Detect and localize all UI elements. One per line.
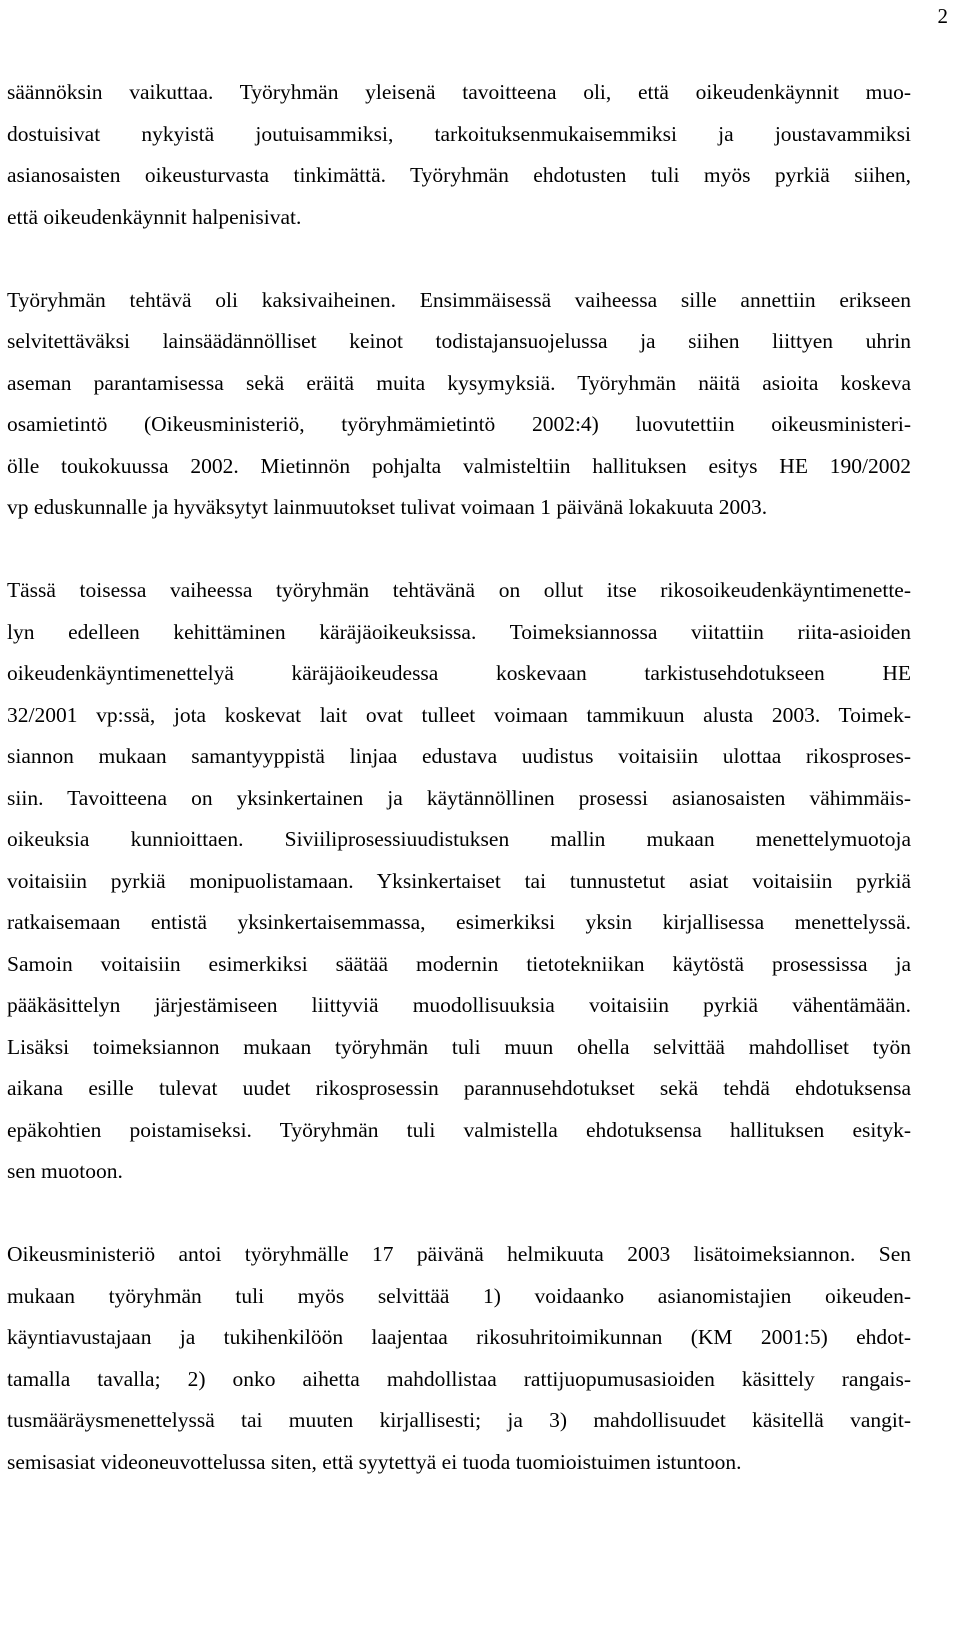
text-line: Tässä toisessa vaiheessa työryhmän tehtävänä on ollut itse rikosoikeudenkäyntimenette- [7, 578, 911, 602]
text-line: siannon mukaan samantyyppistä linjaa edustava uudistus voitaisiin ulottaa rikosproses- [7, 744, 911, 768]
text-line: pääkäsittelyn järjestämiseen liittyviä muodollisuuksia voitaisiin pyrkiä vähentämään. [7, 993, 911, 1017]
text-line: että oikeudenkäynnit halpenisivat. [7, 204, 302, 229]
text-line: vp eduskunnalle ja hyväksytyt lainmuutokset tulivat voimaan 1 päivänä lokakuuta 2003. [7, 495, 768, 519]
text-line: epäkohtien poistamiseksi. Työryhmän tuli valmistella ehdotuksensa hallituksen esityk- [7, 1117, 911, 1142]
text-line: ölle toukokuussa 2002. Mietinnön pohjalta valmisteltiin hallituksen esitys HE 190/2002 [7, 453, 911, 478]
text-line: säännöksin vaikuttaa. Työryhmän yleisenä tavoitteena oli, että oikeudenkäynnit muo- [7, 80, 911, 104]
text-line: semisasiat videoneuvottelussa siten, että syytettyä ei tuoda tuomioistuimen istuntoon. [7, 1449, 742, 1474]
text-line: käyntiavustajaan ja tukihenkilöön laajentaa rikosuhritoimikunnan (KM 2001:5) ehdot- [7, 1325, 911, 1349]
text-line: tusmääräysmenettelyssä tai muuten kirjallisesti; ja 3) mahdollisuudet käsitellä vangit- [7, 1408, 911, 1432]
text-line: Samoin voitaisiin esimerkiksi säätää modernin tietotekniikan käytöstä prosessissa ja [7, 951, 911, 976]
text-line: siin. Tavoitteena on yksinkertainen ja käytännöllinen prosessi asianosaisten vähimmäis- [7, 785, 911, 810]
paragraph-gap [7, 238, 911, 280]
text-line: Lisäksi toimeksiannon mukaan työryhmän tuli muun ohella selvittää mahdolliset työn [7, 1034, 911, 1059]
text-line: oikeuksia kunnioittaen. Siviiliprosessiuudistuksen mallin mukaan menettelymuotoja [7, 827, 911, 851]
text-line: selvitettäväksi lainsäädännölliset keinot todistajansuojelussa ja siihen liittyen uhrin [7, 329, 911, 353]
text-line: aseman parantamisessa sekä eräitä muita kysymyksiä. Työryhmän näitä asioita koskeva [7, 370, 911, 395]
page-number: 2 [937, 4, 948, 28]
text-line: oikeudenkäyntimenettelyä käräjäoikeudessa koskevaan tarkistusehdotukseen HE [7, 661, 911, 685]
text-line: tamalla tavalla; 2) onko aihetta mahdollistaa rattijuopumusasioiden käsittely rangais- [7, 1366, 911, 1391]
text-line: 32/2001 vp:ssä, jota koskevat lait ovat tulleet voimaan tammikuun alusta 2003. Toimek- [7, 702, 911, 727]
paragraph-gap [7, 1193, 911, 1235]
paragraph-3 [7, 570, 911, 1193]
paragraph-4 [7, 1234, 911, 1483]
text-line: asianosaisten oikeusturvasta tinkimättä. Työryhmän ehdotusten tuli myös pyrkiä siihen, [7, 163, 911, 187]
text-line: sen muotoon. [7, 1159, 123, 1183]
text-line: aikana esille tulevat uudet rikosprosessin parannusehdotukset sekä tehdä ehdotuksensa [7, 1076, 911, 1100]
text-line: lyn edelleen kehittäminen käräjäoikeuksissa. Toimeksiannossa viitattiin riita-asioiden [7, 619, 911, 644]
paragraph-2 [7, 280, 911, 529]
text-line: mukaan työryhmän tuli myös selvittää 1) voidaanko asianomistajien oikeuden- [7, 1283, 911, 1308]
paragraph-gap [7, 529, 911, 571]
text-line: osamietintö (Oikeusministeriö, työryhmämietintö 2002:4) luovutettiin oikeusministeri- [7, 412, 911, 436]
paragraph-1 [7, 72, 911, 238]
text-line: Työryhmän tehtävä oli kaksivaiheinen. Ensimmäisessä vaiheessa sille annettiin erikseen [7, 287, 911, 312]
text-line: ratkaisemaan entistä yksinkertaisemmassa, esimerkiksi yksin kirjallisessa menettelyssä. [7, 910, 911, 934]
text-line: dostuisivat nykyistä joutuisammiksi, tarkoituksenmukaisemmiksi ja joustavammiksi [7, 121, 911, 146]
text-line: Oikeusministeriö antoi työryhmälle 17 päivänä helmikuuta 2003 lisätoimeksiannon. Sen [7, 1242, 911, 1266]
document-body [7, 72, 911, 1483]
text-line: voitaisiin pyrkiä monipuolistamaan. Yksinkertaiset tai tunnustetut asiat voitaisiin pyrkiä [7, 868, 911, 893]
